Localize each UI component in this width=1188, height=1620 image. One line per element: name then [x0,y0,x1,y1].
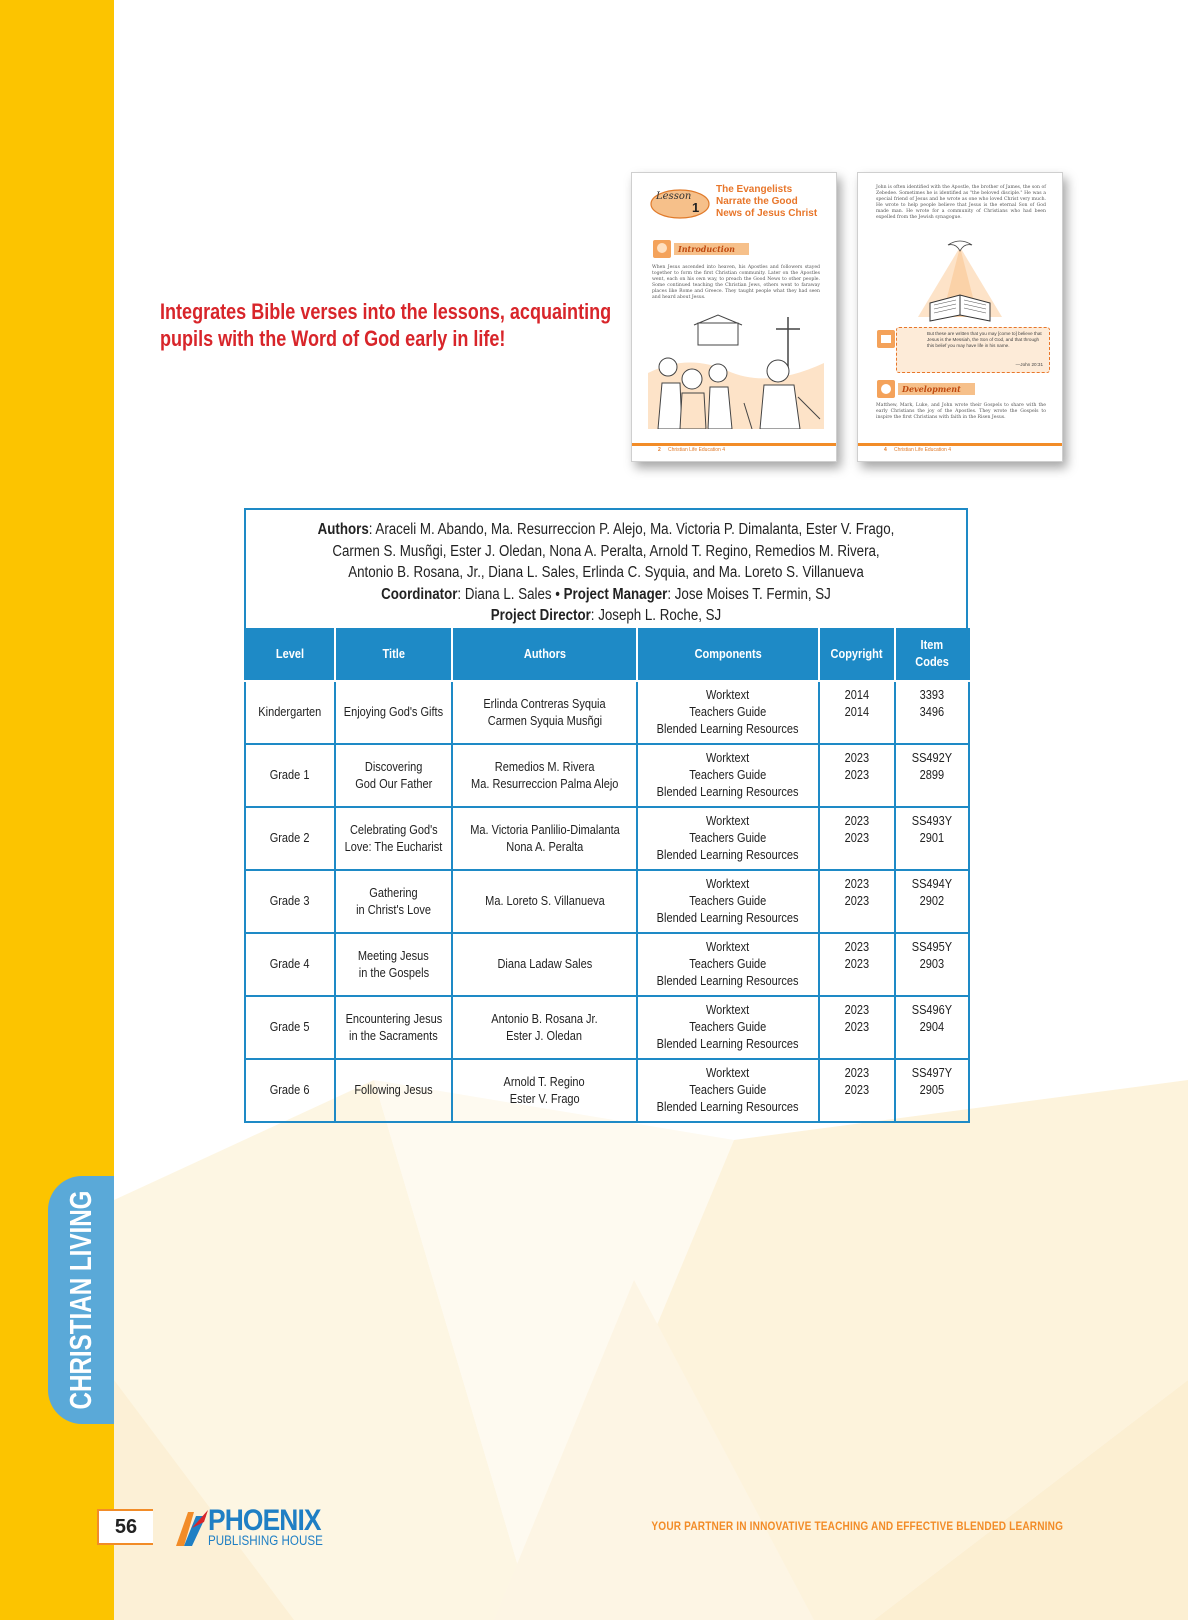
cell-copyright: 2023 2023 [819,807,895,870]
authors-line-1 [296,519,915,541]
illustration [648,313,824,429]
cell-title: Celebrating God's Love: The Eucharist [335,807,452,870]
cell-level: Grade 4 [245,933,335,996]
bible-dove-illustration [908,237,1012,327]
tagline-line-2: pupils with the Word of God early in life! [160,326,506,351]
publisher-logo [174,1506,334,1550]
table-row [245,870,969,933]
table-body [245,681,969,1122]
table-row [245,996,969,1059]
header-copyright: Copyright [819,628,895,681]
cell-title: Discovering God Our Father [335,744,452,807]
book-icon [876,329,896,349]
lesson-title-line-2: Narrate the Good [716,196,798,207]
sample-footer-text: Christian Life Education 4 [668,447,725,453]
cell-authors: Remedios M. Rivera Ma. Resurreccion Palma Alejo [452,744,637,807]
section-tab-label: CHRISTIAN LIVING [63,1190,98,1410]
cell-copyright: 2023 2023 [819,744,895,807]
footer-slogan: YOUR PARTNER IN INNOVATIVE TEACHING AND EFFECTIVE BLENDED LEARNING [651,1519,1063,1533]
cell-level: Kindergarten [245,681,335,744]
logo-name: PHOENIX [208,1504,321,1537]
lesson-number: 1 [692,200,700,215]
lesson-title-line-1: The Evangelists [716,184,793,195]
coordinator-line [296,584,915,606]
verse-box [896,327,1050,373]
authors-line-2: Carmen S. Musñgi, Ester J. Oledan, Nona A. Peralta, Arnold T. Regino, Remedios M. Rivera, [332,542,880,560]
authors-line-3: Antonio B. Rosana, Jr., Diana L. Sales, Erlinda C. Syquia, and Ma. Loreto S. Villanueva [348,564,864,581]
cell-copyright: 2023 2023 [819,1059,895,1122]
page-number: 56 [97,1509,153,1545]
logo-subtitle: PUBLISHING HOUSE [208,1533,323,1548]
cell-title: Gathering in Christ's Love [335,870,452,933]
coordinator-value: : Diana L. Sales [457,585,552,603]
cell-title: Encountering Jesus in the Sacraments [335,996,452,1059]
cell-components: Worktext Teachers Guide Blended Learning Resources [637,870,819,933]
header-authors: Authors [452,628,637,681]
cell-authors: Antonio B. Rosana Jr. Ester J. Oledan [452,996,637,1059]
table-row [245,681,969,744]
product-table [244,628,970,1123]
header-title: Title [335,628,452,681]
cell-copyright: 2023 2023 [819,933,895,996]
tagline-line-1: Integrates Bible verses into the lessons, acquainting [160,299,612,324]
cell-components: Worktext Teachers Guide Blended Learning Resources [637,807,819,870]
header-components: Components [637,628,819,681]
sample-page-left [631,172,837,462]
cell-level: Grade 1 [245,744,335,807]
cell-item-codes: SS497Y 2905 [895,1059,969,1122]
header-level: Level [245,628,335,681]
verse-reference: —John 20:31 [1015,362,1043,367]
intro-heading: Introduction [674,243,749,255]
table-row [245,807,969,870]
tagline [160,298,630,352]
table-row [245,933,969,996]
cell-authors: Erlinda Contreras Syquia Carmen Syquia Musñgi [452,681,637,744]
cell-components: Worktext Teachers Guide Blended Learning Resources [637,996,819,1059]
development-heading: Development [898,383,975,395]
lesson-word: Lesson [656,191,692,202]
manager-value: : Jose Moises T. Fermin, SJ [667,585,831,603]
cell-title: Enjoying God's Gifts [335,681,452,744]
development-icon [876,379,896,399]
sample-page-right [857,172,1063,462]
cell-item-codes: SS494Y 2902 [895,870,969,933]
cell-components: Worktext Teachers Guide Blended Learning Resources [637,1059,819,1122]
director-label: Project Director [490,607,591,624]
cell-authors: Ma. Loreto S. Villanueva [452,870,637,933]
table-row [245,744,969,807]
authors-label: Authors [317,521,369,538]
cell-authors: Ma. Victoria Panlilio-Dimalanta Nona A. Peralta [452,807,637,870]
section-tab [48,1176,114,1424]
cell-authors: Diana Ladaw Sales [452,933,637,996]
cell-title: Meeting Jesus in the Gospels [335,933,452,996]
right-body: John is often identified with the Apostle, the brother of James, the son of Zebedee. Sometimes he is identified as "the beloved disciple." He was a special friend of Jesus and he wrote as one who loved Christ very much. He wrote to help people believe that Jesus is the eternal Son of God made man. He wrote for a community of Christians who had been expelled from the Jewish synagogue. [876,185,1046,220]
sample-footer-page: 2 [658,447,661,453]
coordinator-label: Coordinator [381,585,458,603]
cell-components: Worktext Teachers Guide Blended Learning Resources [637,933,819,996]
cell-item-codes: SS495Y 2903 [895,933,969,996]
cell-level: Grade 3 [245,870,335,933]
manager-label: Project Manager [563,585,668,603]
cell-item-codes: SS496Y 2904 [895,996,969,1059]
development-body: Matthew, Mark, Luke, and John wrote their Gospels to share with the early Christians the joy of the Apostles. They wrote the Gospels to inspire the first Christians with faith in the Risen Jesus. [876,403,1046,420]
header-item-codes: Item Codes [895,628,969,681]
cell-copyright: 2023 2023 [819,870,895,933]
sample-footer-bar [858,443,1062,446]
phoenix-logo-icon [174,1508,208,1548]
cell-copyright: 2023 2023 [819,996,895,1059]
lesson-title-line-3: News of Jesus Christ [716,208,818,219]
credits-box [244,508,968,628]
cell-level: Grade 6 [245,1059,335,1122]
table-row [245,1059,969,1122]
sample-footer-page: 4 [884,447,887,453]
kid-icon [652,239,672,259]
cell-copyright: 2014 2014 [819,681,895,744]
cell-components: Worktext Teachers Guide Blended Learning Resources [637,744,819,807]
cell-item-codes: 3393 3496 [895,681,969,744]
cell-level: Grade 5 [245,996,335,1059]
sample-footer-text: Christian Life Education 4 [894,447,951,453]
cell-authors: Arnold T. Regino Ester V. Frago [452,1059,637,1122]
table-header-row [245,628,969,681]
cell-item-codes: SS492Y 2899 [895,744,969,807]
intro-body: When Jesus ascended into heaven, his Apostles and followers stayed together to form the first Christian community. Later on the Apostles went, each on his own way, to preach the Good News to other people. Some continued teaching the Christian Jews, others went to faraway places like Rome and Greece. They taught people what they had seen and heard about Jesus. [652,265,820,300]
cell-item-codes: SS493Y 2901 [895,807,969,870]
director-line [296,605,915,627]
cell-title: Following Jesus [335,1059,452,1122]
verse-text: But these are written that you may [come to] believe that Jesus is the Messiah, the Son of God, and that through this belief you may have life in his name. [927,331,1042,348]
sample-footer-bar [632,443,836,446]
authors-text-1: : Araceli M. Abando, Ma. Resurreccion P. Alejo, Ma. Victoria P. Dimalanta, Ester V. Frago, [368,521,895,538]
director-value: : Joseph L. Roche, SJ [590,607,722,624]
cell-components: Worktext Teachers Guide Blended Learning Resources [637,681,819,744]
lesson-title [716,184,836,220]
cell-level: Grade 2 [245,807,335,870]
credits-separator: • [551,585,564,603]
